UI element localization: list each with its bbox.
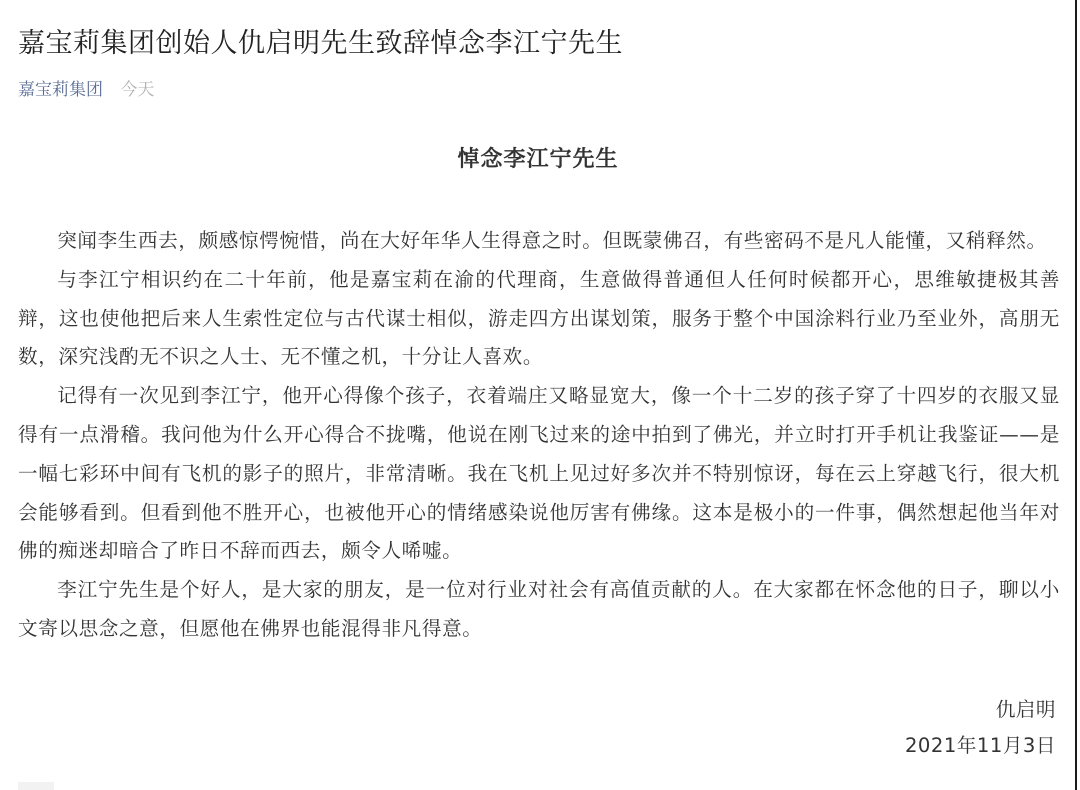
- signature-block: [905, 692, 1056, 764]
- account-name-link[interactable]: 嘉宝莉集团: [18, 80, 103, 100]
- paragraph: 与李江宁相识约在二十年前，他是嘉宝莉在渝的代理商，生意做得普通但人任何时候都开心，思维敏捷极其善辩，这也使他把后来人生索性定位与古代谋士相似，游走四方出谋划策，服务于整个中国涂料行业乃至业外，高朋无数，深究浅酌无不识之人士、无不懂之机，十分让人喜欢。: [18, 267, 1060, 369]
- article-title: 嘉宝莉集团创始人仇启明先生致辞悼念李江宁先生: [18, 28, 623, 59]
- window-edge-divider: [1075, 0, 1077, 790]
- article-body: [18, 222, 1060, 649]
- paragraph: 记得有一次见到李江宁，他开心得像个孩子，衣着端庄又略显宽大，像一个十二岁的孩子穿了十四岁的衣服又显得有一点滑稽。我问他为什么开心得合不拢嘴，他说在刚飞过来的途中拍到了佛光，并立时打开手机让我鉴证——是一幅七彩环中间有飞机的影子的照片，非常清晰。我在飞机上见过好多次并不特别惊讶，每在云上穿越飞行，很大机会能够看到。但看到他不胜开心，也被他开心的情绪感染说他厉害有佛缘。这本是极小的一件事，偶然想起他当年对佛的痴迷却暗合了昨日不辞而西去，颇令人唏嘘。: [18, 384, 1060, 563]
- paragraph: 李江宁先生是个好人，是大家的朋友，是一位对行业对社会有高值贡献的人。在大家都在怀念他的日子，聊以小文寄以思念之意，但愿他在佛界也能混得非凡得意。: [18, 578, 1060, 640]
- footer-placeholder: [18, 782, 54, 790]
- article-heading: 悼念李江宁先生: [457, 147, 619, 172]
- signature-date: 2021年11月3日: [904, 734, 1056, 757]
- signature-name: 仇启明: [995, 698, 1056, 721]
- article-meta: [18, 77, 154, 103]
- publish-time: 今天: [120, 80, 155, 100]
- paragraph: 突闻李生西去，颇感惊愕惋惜，尚在大好年华人生得意之时。但既蒙佛召，有些密码不是凡人能懂，又稍释然。: [57, 229, 1047, 252]
